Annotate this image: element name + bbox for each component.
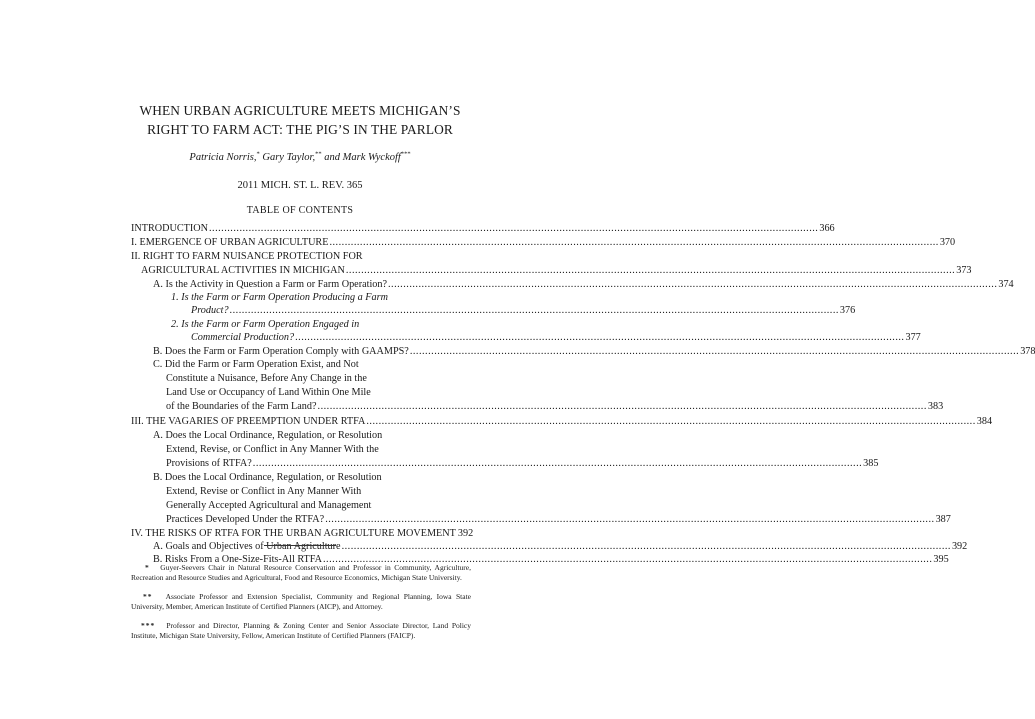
- toc-entry: [131, 415, 993, 428]
- toc-entry-page: 392: [457, 528, 474, 539]
- toc-entry-page: 376: [839, 305, 856, 316]
- toc-entry: [166, 443, 469, 456]
- footnote-mark-1: *: [256, 150, 260, 158]
- toc-entry: [131, 236, 956, 249]
- toc-entry: [166, 400, 944, 413]
- toc-entry-page: 384: [976, 416, 993, 427]
- toc-entry: [153, 429, 469, 442]
- toc-entry-text: Product?: [191, 305, 229, 316]
- toc-entry: [166, 372, 469, 385]
- toc-entry: [166, 457, 879, 470]
- toc-entry-text: 2. Is the Farm or Farm Operation Engaged in: [171, 319, 360, 330]
- toc-leader-dots: ........................................................................................................................................................................................................: [295, 332, 905, 343]
- toc-entry-text: Generally Accepted Agricultural and Management: [166, 500, 372, 511]
- footnote-2-mark: **: [143, 592, 153, 601]
- author-wyckoff: and Mark Wyckoff: [321, 152, 401, 163]
- footnote-mark-3: ***: [400, 150, 411, 158]
- toc-entry: [171, 318, 469, 331]
- toc-leader-dots: ........................................................................................................................................................................................................: [323, 554, 933, 565]
- toc-entry-text: Land Use or Occupancy of Land Within One Mile: [166, 387, 371, 398]
- toc-entry-page: 374: [998, 279, 1014, 290]
- toc-entry-text: IV. THE RISKS OF RTFA FOR THE URBAN AGRICULTURE MOVEMENT: [131, 528, 456, 539]
- toc-entry: [131, 527, 474, 540]
- toc-entry-page: 366: [819, 223, 835, 234]
- toc-entry-text: III. THE VAGARIES OF PREEMPTION UNDER RTFA: [131, 416, 366, 427]
- toc-entry: [131, 222, 835, 235]
- toc-entry-page: 395: [933, 554, 949, 565]
- toc-heading: TABLE OF CONTENTS: [246, 205, 354, 216]
- toc-leader-dots: ........................................................................................................................................................................................................: [387, 279, 998, 290]
- toc-entry-text: B. Does the Farm or Farm Operation Comply with GAAMPS?: [153, 346, 409, 357]
- toc-entry-text: I. EMERGENCE OF URBAN AGRICULTURE: [131, 237, 329, 248]
- author-taylor: Gary Taylor,: [259, 152, 316, 163]
- footnote-3-mark: ***: [141, 621, 156, 630]
- toc-entry-text: C. Did the Farm or Farm Operation Exist, and Not: [153, 359, 359, 370]
- toc-entry: [191, 331, 921, 344]
- toc-entry: [153, 278, 1014, 291]
- toc-entry-text: A. Goals and Objectives of Urban Agriculture: [153, 541, 341, 552]
- toc-entry: [166, 386, 469, 399]
- toc-entry-text: INTRODUCTION: [131, 223, 208, 234]
- toc-entry-page: 383: [927, 401, 944, 412]
- toc-leader-dots: ........................................................................................................................................................................................................: [366, 416, 976, 427]
- toc-entry: [153, 345, 1035, 358]
- toc-entry-text: Practices Developed Under the RTFA?: [166, 514, 325, 525]
- toc-entry-text: Extend, Revise or Conflict in Any Manner With: [166, 486, 362, 497]
- toc-leader-dots: ........................................................................................................................................................................................................: [409, 346, 1020, 357]
- footnote-2-text: Associate Professor and Extension Specialist, Community and Regional Planning, Iowa State University, Member, American Institute of Certified Planners (AICP), and Attorney.: [131, 592, 471, 611]
- toc-leader-dots: ........................................................................................................................................................................................................: [341, 541, 951, 552]
- article-title-line-2: RIGHT TO FARM ACT: THE PIG’S IN THE PARLOR: [147, 122, 453, 137]
- footnote-divider: [264, 545, 336, 546]
- toc-entry-text: II. RIGHT TO FARM NUISANCE PROTECTION FOR: [131, 251, 363, 262]
- toc-entry-text: B. Does the Local Ordinance, Regulation, or Resolution: [153, 472, 382, 483]
- toc-entry: [153, 358, 469, 371]
- toc-leader-dots: ........................................................................................................................................................................................................: [329, 237, 939, 248]
- toc-entry-text: Provisions of RTFA?: [166, 458, 252, 469]
- toc-entry: [166, 499, 469, 512]
- toc-entry-page: 373: [956, 265, 972, 276]
- toc-entry: [166, 513, 951, 526]
- toc-entry-text: Commercial Production?: [191, 332, 295, 343]
- toc-entry-text: Constitute a Nuisance, Before Any Change in the: [166, 373, 367, 384]
- journal-citation: 2011 MICH. ST. L. REV. 365: [237, 180, 363, 191]
- toc-entry: [153, 471, 469, 484]
- toc-entry-page: 370: [939, 237, 956, 248]
- toc-entry-text: 1. Is the Farm or Farm Operation Producing a Farm: [171, 292, 388, 303]
- toc-leader-dots: ........................................................................................................................................................................................................: [345, 265, 956, 276]
- toc-entry: [166, 485, 469, 498]
- toc-entry-page: 377: [905, 332, 921, 343]
- author-norris: Patricia Norris,: [189, 152, 257, 163]
- toc-entry: [131, 250, 469, 263]
- toc-entry-text: of the Boundaries of the Farm Land?: [166, 401, 317, 412]
- footnote-3-text: Professor and Director, Planning & Zoning Center and Senior Associate Director, Land Policy Institute, Michigan State University, Fellow, American Institute of Certified Planners (FAICP).: [131, 621, 472, 640]
- toc-entry: [171, 291, 469, 304]
- toc-entry: [141, 264, 972, 277]
- footnote-1-mark: *: [145, 563, 150, 572]
- toc-entry-text: Extend, Revise, or Conflict in Any Manner With the: [166, 444, 379, 455]
- footnote-mark-2: **: [315, 150, 322, 158]
- toc-entry: [191, 304, 856, 317]
- footnote-1: [131, 563, 471, 582]
- toc-entry-page: 378: [1020, 346, 1035, 357]
- toc-leader-dots: ........................................................................................................................................................................................................: [325, 514, 935, 525]
- toc-leader-dots: ........................................................................................................................................................................................................: [317, 401, 927, 412]
- toc-entry-page: 392: [951, 541, 968, 552]
- footnote-3: [131, 621, 471, 640]
- toc-entry-text: B. Risks From a One-Size-Fits-All RTFA: [153, 554, 322, 565]
- toc-leader-dots: ........................................................................................................................................................................................................: [252, 458, 863, 469]
- toc-entry-text: AGRICULTURAL ACTIVITIES IN MICHIGAN: [141, 265, 345, 276]
- toc-entry-text: A. Does the Local Ordinance, Regulation, or Resolution: [153, 430, 383, 441]
- toc-entry: [153, 540, 968, 553]
- toc-leader-dots: ........................................................................................................................................................................................................: [229, 305, 839, 316]
- toc-entry-page: 385: [863, 458, 879, 469]
- footnote-2: [131, 592, 471, 611]
- article-title-line-1: WHEN URBAN AGRICULTURE MEETS MICHIGAN’S: [139, 103, 461, 118]
- toc-entry-page: 387: [935, 514, 951, 525]
- toc-entry-text: A. Is the Activity in Question a Farm or Farm Operation?: [153, 279, 387, 290]
- toc-leader-dots: ........................................................................................................................................................................................................: [208, 223, 819, 234]
- footnote-1-text: Guyer-Seevers Chair in Natural Resource Conservation and Professor in Community, Agriculture, Recreation and Resource Studies and Agricultural, Food and Resource Economics, Michigan State University.: [131, 563, 471, 582]
